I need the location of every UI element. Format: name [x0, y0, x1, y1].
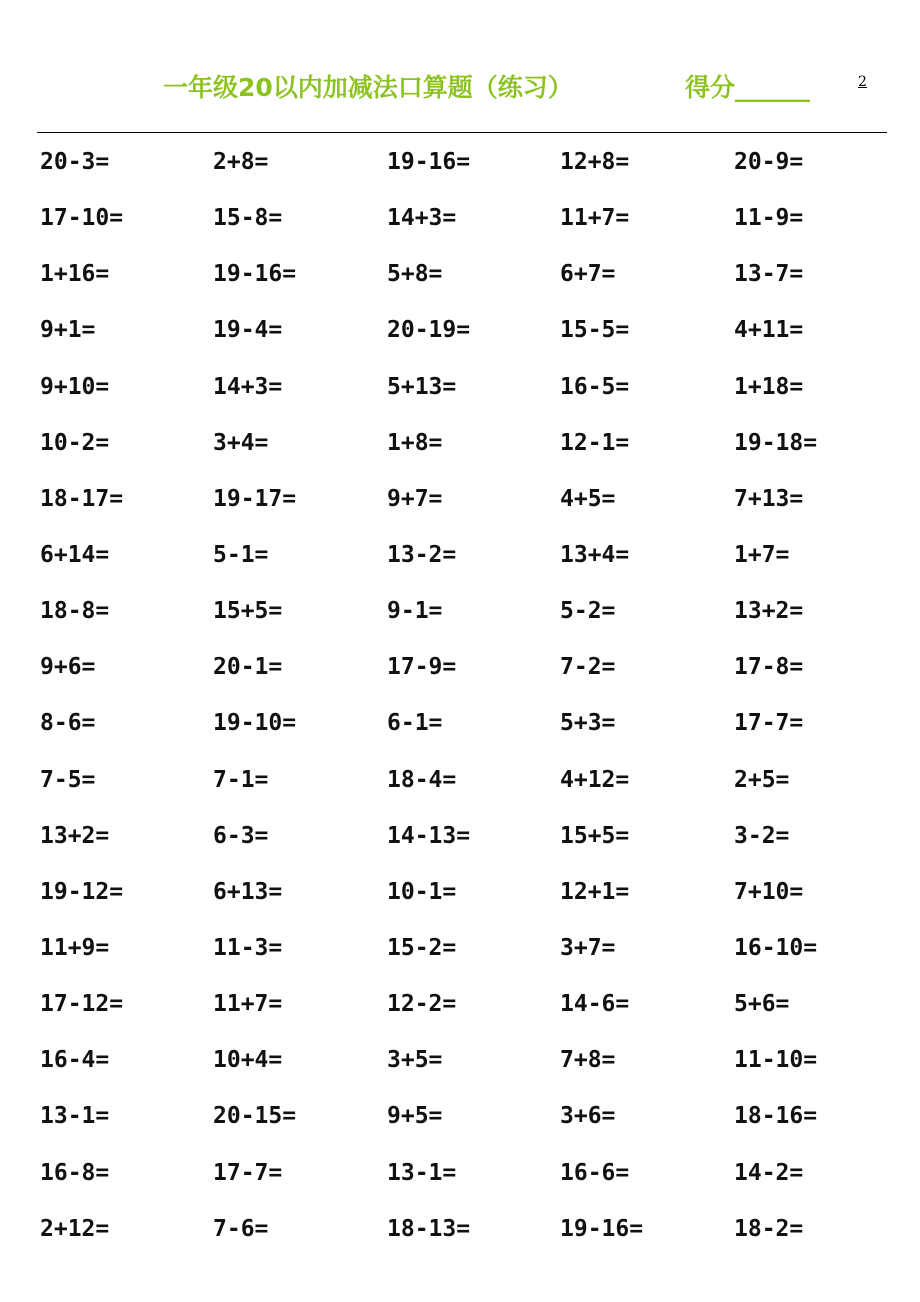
worksheet-title: 一年级20以内加减法口算题（练习）: [163, 73, 573, 102]
arithmetic-problem: 13+4=: [560, 541, 630, 568]
arithmetic-problem: 19-16=: [387, 149, 471, 175]
arithmetic-problem: 9+5=: [387, 1103, 443, 1130]
arithmetic-problem: 18-17=: [40, 485, 124, 512]
arithmetic-problem: 7-1=: [213, 766, 269, 793]
arithmetic-problem: 13+2=: [734, 598, 804, 625]
arithmetic-problem: 16-10=: [734, 934, 818, 961]
arithmetic-problem: 5+6=: [734, 991, 790, 1018]
arithmetic-problem: 18-8=: [40, 598, 110, 625]
arithmetic-problem: 13-7=: [734, 261, 804, 288]
arithmetic-problem: 5-1=: [213, 541, 269, 568]
arithmetic-problem: 1+16=: [40, 261, 110, 288]
arithmetic-problem: 4+5=: [560, 485, 616, 512]
arithmetic-problem: 16-4=: [40, 1047, 110, 1074]
arithmetic-problem: 11-10=: [734, 1047, 818, 1074]
arithmetic-problem: 12+8=: [560, 149, 630, 175]
page-number: 2: [858, 74, 867, 90]
arithmetic-problem: 7+13=: [734, 485, 804, 512]
arithmetic-problem: 20-3=: [40, 149, 110, 175]
arithmetic-problem: 11-3=: [213, 934, 283, 961]
arithmetic-problem: 7-2=: [560, 654, 616, 681]
arithmetic-problem: 3+7=: [560, 934, 616, 961]
arithmetic-problem: 9+1=: [40, 317, 96, 344]
arithmetic-problem: 16-6=: [560, 1159, 630, 1186]
arithmetic-problem: 19-16=: [560, 1215, 644, 1242]
arithmetic-problem: 1+8=: [387, 429, 443, 456]
arithmetic-problem: 11+9=: [40, 934, 110, 961]
arithmetic-problem: 9+10=: [40, 373, 110, 400]
arithmetic-problem: 6+13=: [213, 878, 283, 905]
arithmetic-problem: 16-5=: [560, 373, 630, 400]
arithmetic-problem: 17-7=: [213, 1159, 283, 1186]
arithmetic-problem: 15+5=: [560, 822, 630, 849]
problem-grid: [40, 142, 920, 1265]
arithmetic-problem: 18-2=: [734, 1215, 804, 1242]
arithmetic-problem: 5+8=: [387, 261, 443, 288]
score-label: 得分______: [685, 73, 811, 102]
arithmetic-problem: 7-5=: [40, 766, 96, 793]
arithmetic-problem: 17-10=: [40, 205, 124, 232]
arithmetic-problem: 2+12=: [40, 1215, 110, 1242]
arithmetic-problem: 3+4=: [213, 429, 269, 456]
arithmetic-problem: 19-16=: [213, 261, 297, 288]
arithmetic-problem: 9-1=: [387, 598, 443, 625]
arithmetic-problem: 14-2=: [734, 1159, 804, 1186]
arithmetic-problem: 19-12=: [40, 878, 124, 905]
arithmetic-problem: 19-10=: [213, 710, 297, 737]
arithmetic-problem: 20-1=: [213, 654, 283, 681]
arithmetic-problem: 3+5=: [387, 1047, 443, 1074]
arithmetic-problem: 6+7=: [560, 261, 616, 288]
arithmetic-problem: 11+7=: [560, 205, 630, 232]
arithmetic-problem: 12-2=: [387, 991, 457, 1018]
arithmetic-problem: 5+13=: [387, 373, 457, 400]
arithmetic-problem: 11+7=: [213, 991, 283, 1018]
arithmetic-problem: 14-13=: [387, 822, 471, 849]
arithmetic-problem: 2+5=: [734, 766, 790, 793]
arithmetic-problem: 13-1=: [387, 1159, 457, 1186]
arithmetic-problem: 17-7=: [734, 710, 804, 737]
arithmetic-problem: 3+6=: [560, 1103, 616, 1130]
arithmetic-problem: 20-19=: [387, 317, 471, 344]
arithmetic-problem: 17-8=: [734, 654, 804, 681]
arithmetic-problem: 5+3=: [560, 710, 616, 737]
arithmetic-problem: 20-15=: [213, 1103, 297, 1130]
arithmetic-problem: 4+11=: [734, 317, 804, 344]
arithmetic-problem: 7+8=: [560, 1047, 616, 1074]
arithmetic-problem: 10-2=: [40, 429, 110, 456]
arithmetic-problem: 7+10=: [734, 878, 804, 905]
header-divider: [37, 132, 887, 133]
arithmetic-problem: 9+6=: [40, 654, 96, 681]
arithmetic-problem: 17-12=: [40, 991, 124, 1018]
arithmetic-problem: 15+5=: [213, 598, 283, 625]
arithmetic-problem: 20-9=: [734, 149, 804, 175]
arithmetic-problem: 19-4=: [213, 317, 283, 344]
arithmetic-problem: 19-17=: [213, 485, 297, 512]
arithmetic-problem: 13-1=: [40, 1103, 110, 1130]
arithmetic-problem: 15-2=: [387, 934, 457, 961]
arithmetic-problem: 15-8=: [213, 205, 283, 232]
arithmetic-problem: 18-13=: [387, 1215, 471, 1242]
arithmetic-problem: 13-2=: [387, 541, 457, 568]
arithmetic-problem: 5-2=: [560, 598, 616, 625]
arithmetic-problem: 6-3=: [213, 822, 269, 849]
arithmetic-problem: 6-1=: [387, 710, 443, 737]
arithmetic-problem: 7-6=: [213, 1215, 269, 1242]
arithmetic-problem: 14+3=: [213, 373, 283, 400]
arithmetic-problem: 9+7=: [387, 485, 443, 512]
arithmetic-problem: 2+8=: [213, 149, 269, 175]
arithmetic-problem: 3-2=: [734, 822, 790, 849]
arithmetic-problem: 12+1=: [560, 878, 630, 905]
arithmetic-problem: 8-6=: [40, 710, 96, 737]
worksheet-header: [0, 60, 920, 110]
arithmetic-problem: 19-18=: [734, 429, 818, 456]
arithmetic-problem: 10+4=: [213, 1047, 283, 1074]
arithmetic-problem: 17-9=: [387, 654, 457, 681]
arithmetic-problem: 4+12=: [560, 766, 630, 793]
arithmetic-problem: 1+18=: [734, 373, 804, 400]
arithmetic-problem: 18-16=: [734, 1103, 818, 1130]
arithmetic-problem: 1+7=: [734, 541, 790, 568]
arithmetic-problem: 6+14=: [40, 541, 110, 568]
arithmetic-problem: 14+3=: [387, 205, 457, 232]
arithmetic-problem: 11-9=: [734, 205, 804, 232]
arithmetic-problem: 12-1=: [560, 429, 630, 456]
arithmetic-problem: 16-8=: [40, 1159, 110, 1186]
arithmetic-problem: 15-5=: [560, 317, 630, 344]
arithmetic-problem: 13+2=: [40, 822, 110, 849]
arithmetic-problem: 14-6=: [560, 991, 630, 1018]
arithmetic-problem: 18-4=: [387, 766, 457, 793]
arithmetic-problem: 10-1=: [387, 878, 457, 905]
